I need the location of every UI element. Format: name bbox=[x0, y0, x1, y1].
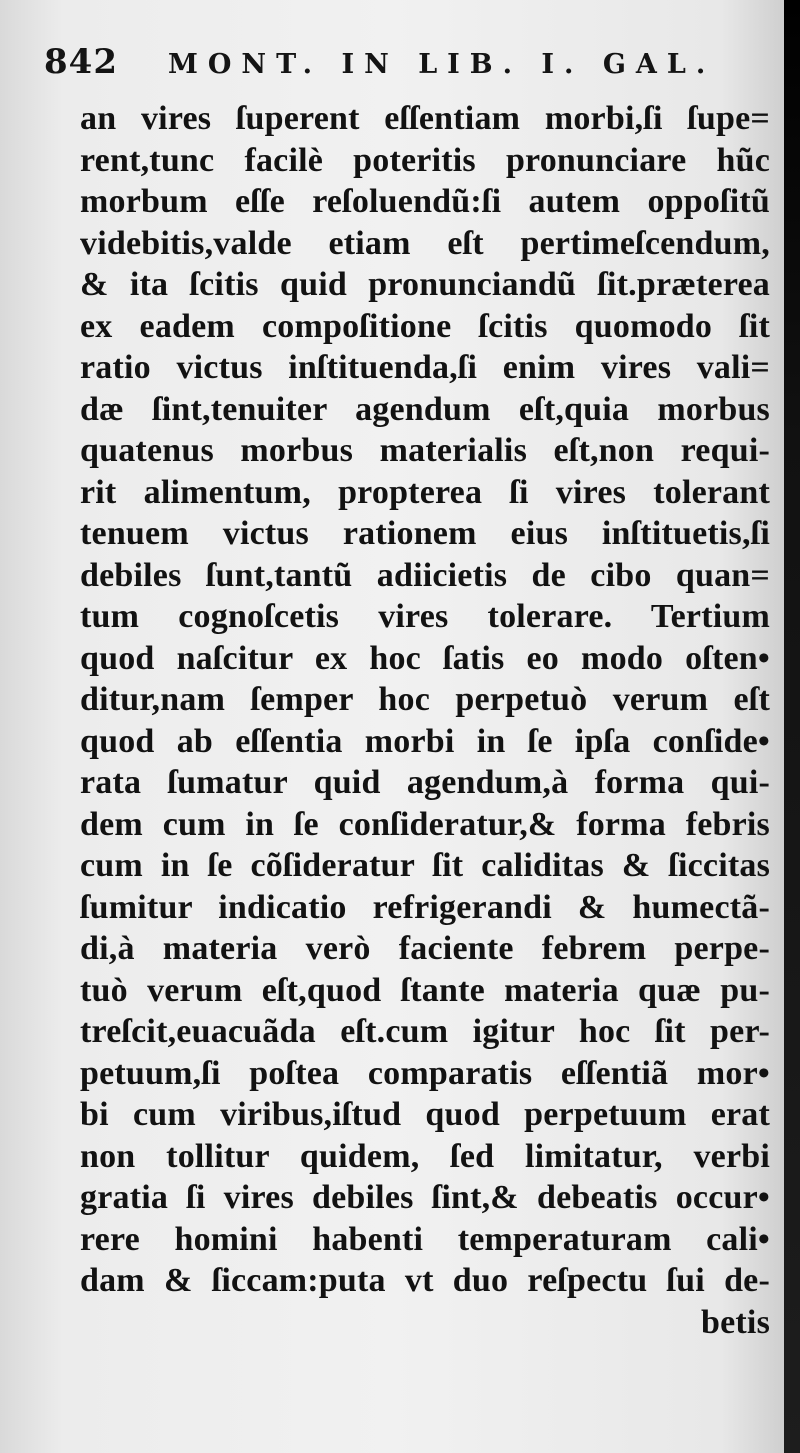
running-head bbox=[44, 42, 764, 86]
text-line: non tollitur quidem, ſed limitatur, verbi bbox=[80, 1137, 770, 1175]
text-line: tum cognoſcetis vires tolerare. Tertium bbox=[80, 598, 770, 635]
text-line: an vires ſuperent eſſentiam morbi,ſi ſupe= bbox=[80, 100, 770, 137]
text-line: dam & ſiccam:puta vt duo reſpectu ſui de- bbox=[80, 1262, 770, 1299]
running-title: MONT. IN LIB. I. GAL. bbox=[167, 49, 716, 80]
text-line: videbitis,valde etiam eſt pertimeſcendum, bbox=[80, 224, 770, 262]
text-line: morbum eſſe reſoluendũ:ſi autem oppoſitũ bbox=[80, 183, 770, 220]
text-line: rere homini habenti temperaturam cali• bbox=[80, 1220, 770, 1258]
text-line: cum in ſe cõſideratur ſit caliditas & ſiccitas bbox=[80, 847, 770, 884]
text-line: treſcit,euacuãda eſt.cum igitur hoc ſit per- bbox=[80, 1013, 770, 1050]
text-line: bi cum viribus,iſtud quod perpetuum erat bbox=[80, 1096, 770, 1133]
body-text bbox=[80, 98, 770, 1343]
text-line: quod naſcitur ex hoc ſatis eo modo oſten• bbox=[80, 639, 770, 677]
text-line: gratia ſi vires debiles ſint,& debeatis occur• bbox=[80, 1179, 770, 1216]
text-line: di,à materia verò faciente febrem perpe- bbox=[80, 930, 770, 967]
text-line: rata ſumatur quid agendum,à forma qui- bbox=[80, 764, 770, 801]
text-line: ratio victus inſtituenda,ſi enim vires vali= bbox=[80, 349, 770, 386]
text-line: dem cum in ſe conſideratur,& forma febris bbox=[80, 805, 770, 843]
text-line: quod ab eſſentia morbi in ſe ipſa conſide• bbox=[80, 722, 770, 760]
catchword: betis bbox=[701, 1303, 770, 1341]
text-line: & ita ſcitis quid pronunciandũ ſit.præterea bbox=[80, 266, 770, 303]
page-number: 842 bbox=[44, 42, 118, 82]
text-line: ditur,nam ſemper hoc perpetuò verum eſt bbox=[80, 681, 770, 718]
text-line: debiles ſunt,tantũ adiicietis de cibo quan= bbox=[80, 556, 770, 594]
text-line: rent,tunc facilè poteritis pronunciare hũc bbox=[80, 141, 770, 179]
text-line: ex eadem compoſitione ſcitis quomodo ſit bbox=[80, 307, 770, 345]
text-line: tuò verum eſt,quod ſtante materia quæ pu- bbox=[80, 971, 770, 1009]
text-line: dæ ſint,tenuiter agendum eſt,quia morbus bbox=[80, 390, 770, 428]
book-edge-shadow bbox=[784, 0, 800, 1453]
text-line: petuum,ſi poſtea comparatis eſſentiã mor• bbox=[80, 1054, 770, 1092]
text-line: rit alimentum, propterea ſi vires tolerant bbox=[80, 473, 770, 511]
text-line: quatenus morbus materialis eſt,non requi- bbox=[80, 432, 770, 469]
text-line: tenuem victus rationem eius inſtituetis,ſi bbox=[80, 515, 770, 552]
text-line: ſumitur indicatio refrigerandi & humectã- bbox=[80, 888, 770, 926]
